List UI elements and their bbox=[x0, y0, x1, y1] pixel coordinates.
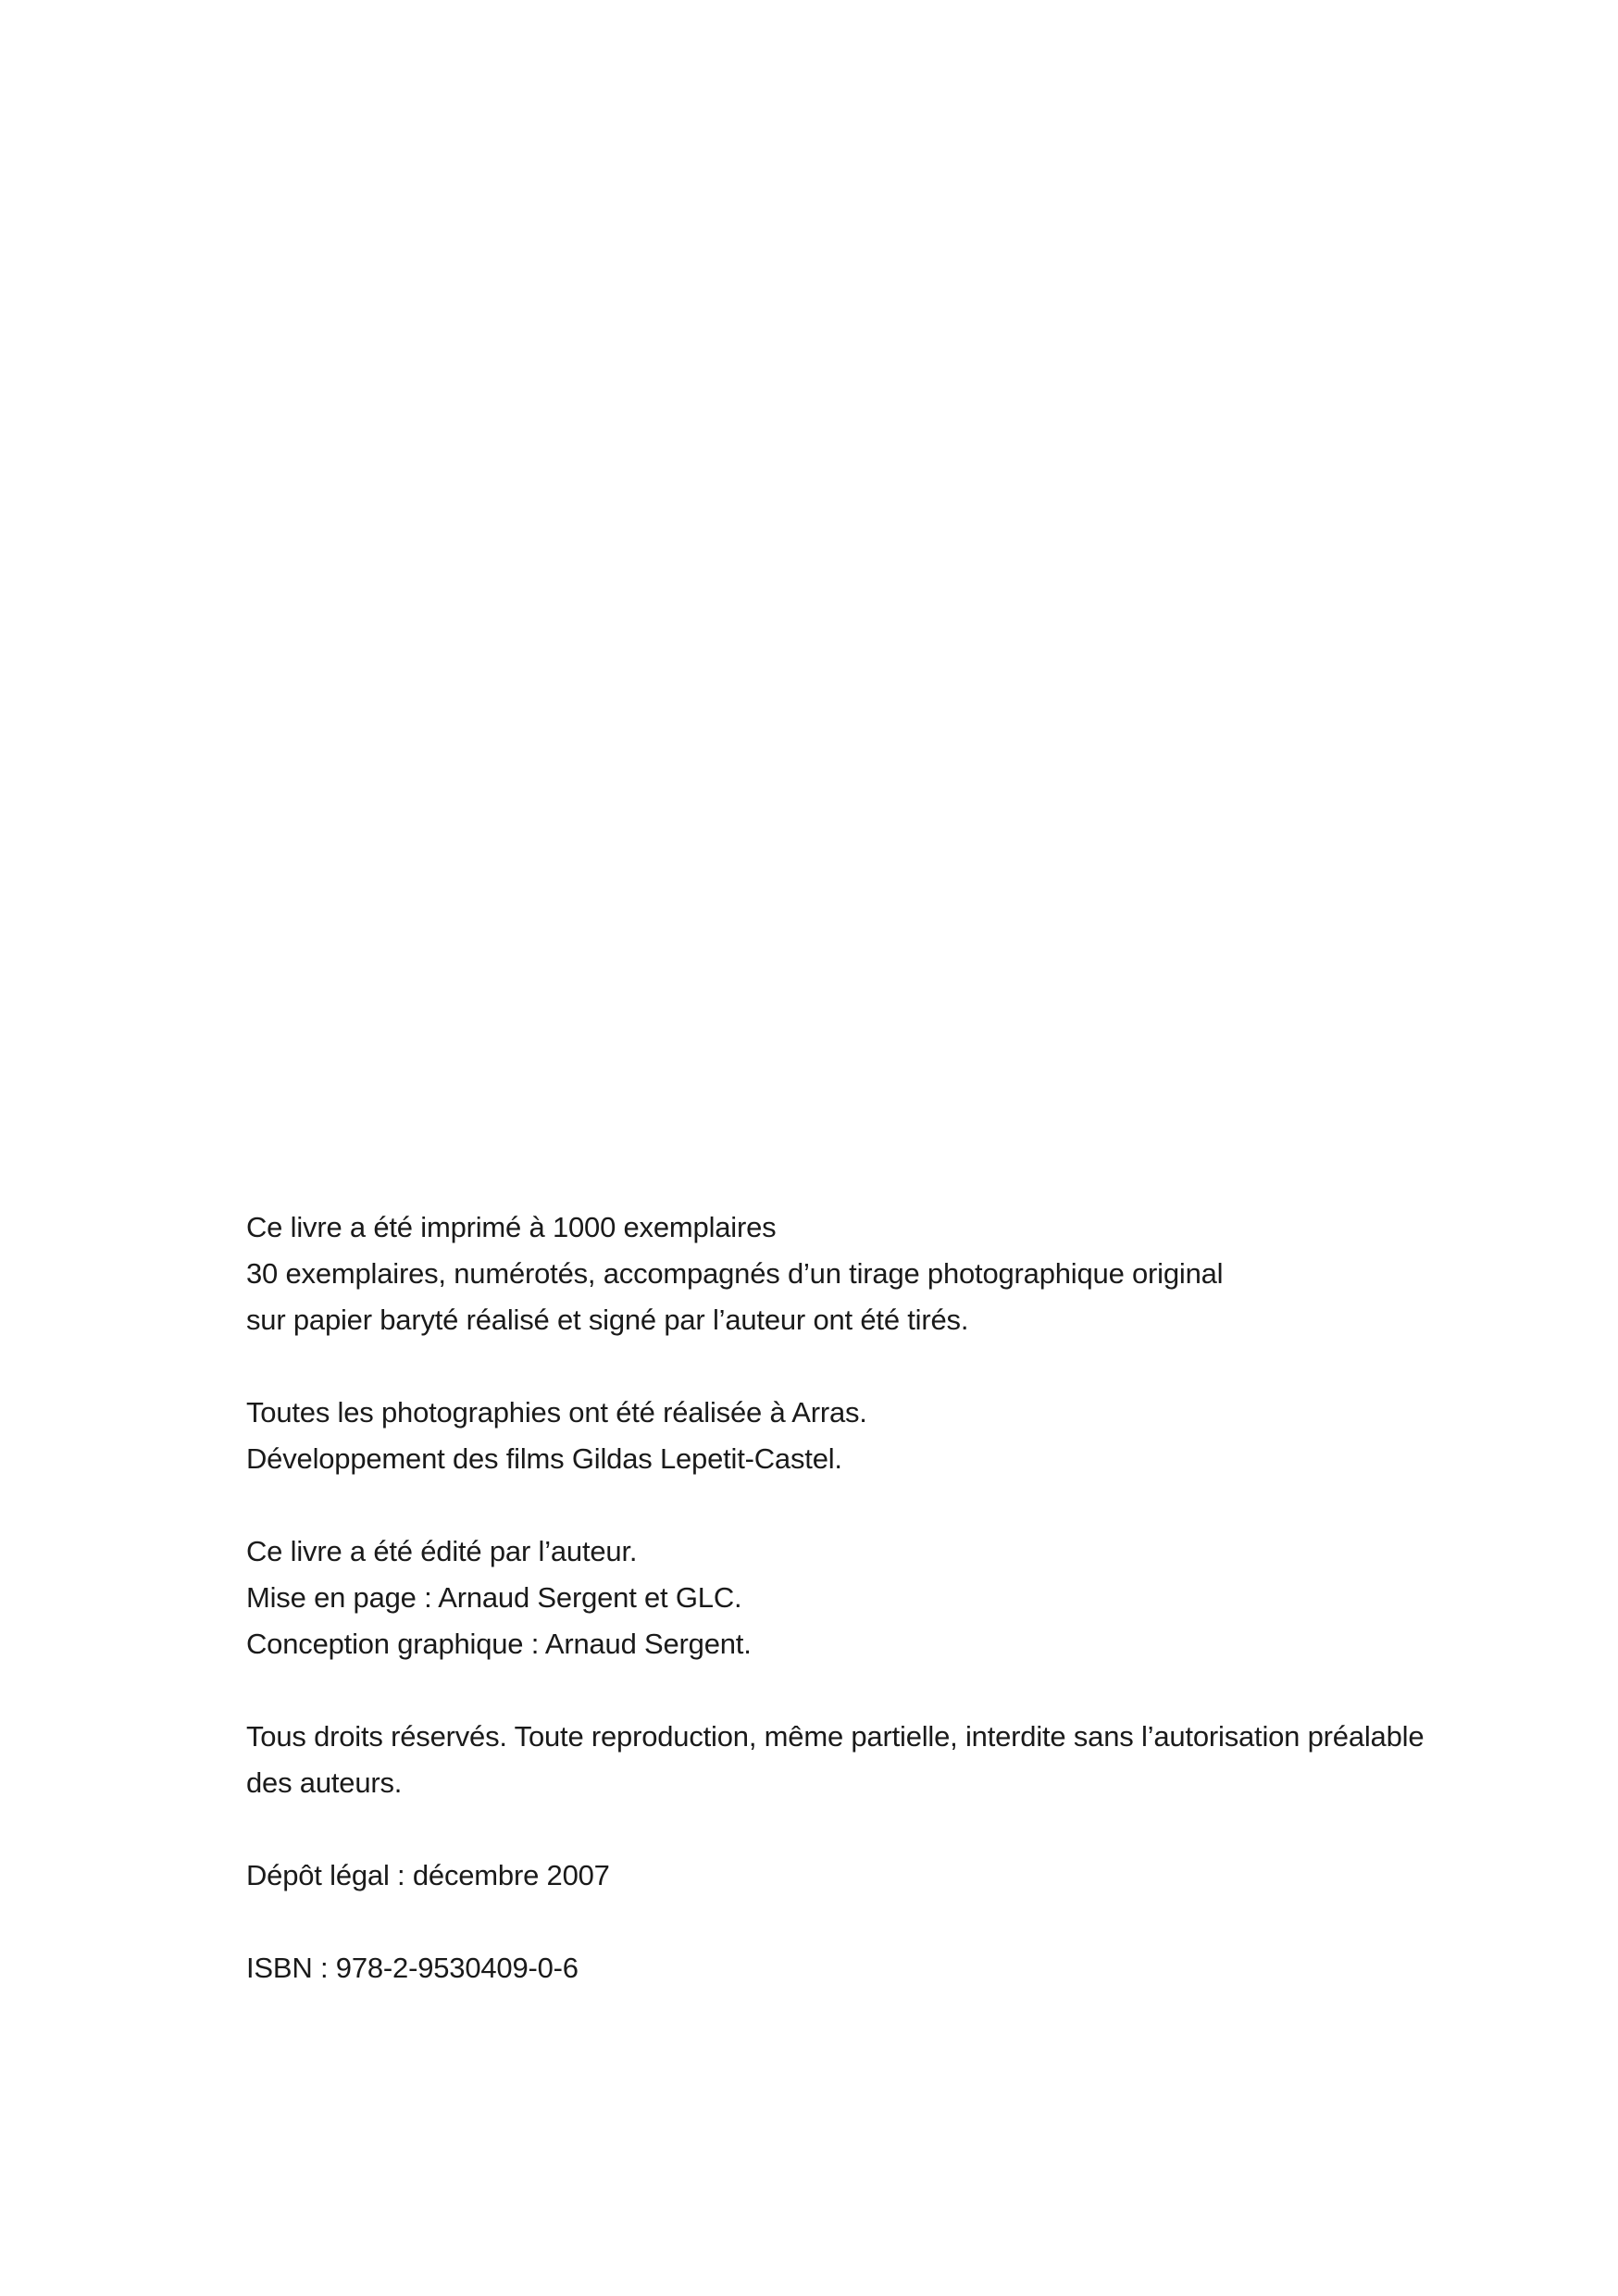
colophon bbox=[246, 1204, 1450, 2038]
printing-line-2: 30 exemplaires, numérotés, accompagnés d’un tirage photographique original bbox=[246, 1257, 1224, 1290]
legal-deposit bbox=[246, 1853, 1450, 1899]
isbn bbox=[246, 1945, 1450, 1991]
rights-line-1: Tous droits réservés. Toute reproduction, même partielle, interdite sans l’autorisation préalable bbox=[246, 1720, 1425, 1753]
edition-credits-line-3: Conception graphique : Arnaud Sergent. bbox=[246, 1628, 752, 1660]
printing-notice bbox=[246, 1204, 1450, 1343]
printing-line-1: Ce livre a été imprimé à 1000 exemplaires bbox=[246, 1211, 777, 1243]
printing-line-3: sur papier baryté réalisé et signé par l’auteur ont été tirés. bbox=[246, 1304, 969, 1336]
edition-credits bbox=[246, 1529, 1450, 1667]
photo-credits bbox=[246, 1390, 1450, 1482]
legal-deposit-line: Dépôt légal : décembre 2007 bbox=[246, 1859, 610, 1891]
rights-notice bbox=[246, 1714, 1450, 1806]
isbn-line: ISBN : 978-2-9530409-0-6 bbox=[246, 1952, 579, 1984]
rights-line-2: des auteurs. bbox=[246, 1766, 403, 1799]
edition-credits-line-2: Mise en page : Arnaud Sergent et GLC. bbox=[246, 1581, 742, 1614]
photo-credits-line-2: Développement des films Gildas Lepetit-Castel. bbox=[246, 1442, 842, 1475]
edition-credits-line-1: Ce livre a été édité par l’auteur. bbox=[246, 1535, 638, 1567]
photo-credits-line-1: Toutes les photographies ont été réalisée à Arras. bbox=[246, 1396, 867, 1429]
